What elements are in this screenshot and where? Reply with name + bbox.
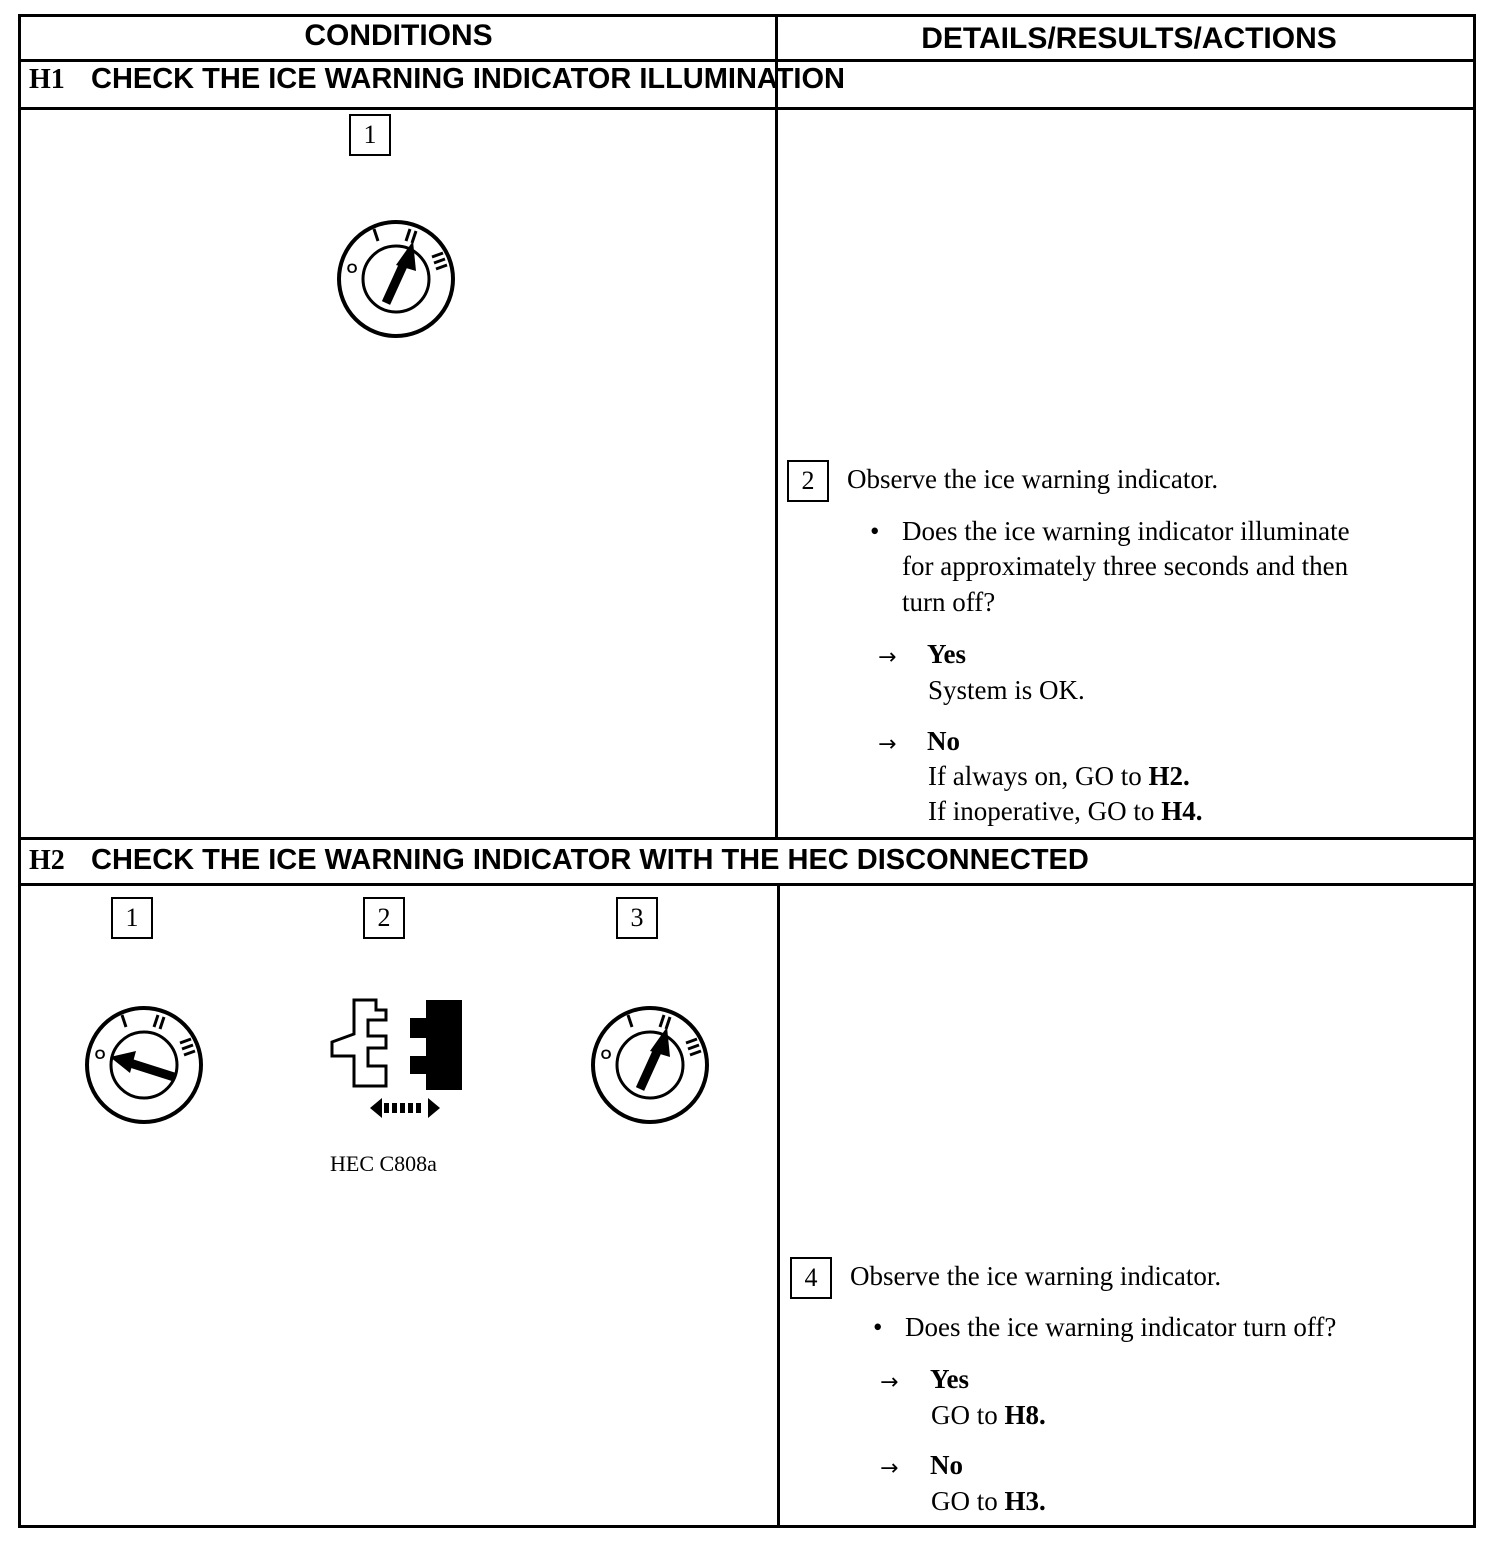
h1-no-arrow: →	[878, 732, 897, 757]
ignition-key-switch-off-icon	[84, 1006, 204, 1124]
column-divider-top	[775, 17, 778, 837]
h2-yes-label: Yes	[930, 1364, 969, 1394]
connector-label: HEC C808a	[330, 1151, 437, 1176]
h1-yes-arrow: →	[878, 645, 897, 670]
h1-condition-step-1: 1	[349, 114, 391, 156]
divider-header	[21, 59, 1473, 62]
section-h2-title	[29, 844, 1089, 877]
svg-text:O: O	[346, 260, 358, 276]
svg-text:O: O	[94, 1046, 106, 1062]
h2-no-arrow: →	[880, 1456, 899, 1481]
section-h1-text: CHECK THE ICE WARNING INDICATOR ILLUMINATION	[91, 63, 845, 95]
divider-h2-title	[21, 883, 1473, 886]
section-h2-id: H2	[29, 845, 65, 876]
h1-detail-step-2: 2	[787, 460, 829, 502]
electrical-connector-icon	[324, 996, 466, 1126]
column-divider-bottom	[777, 883, 780, 1528]
h1-question-line-2: for approximately three seconds and then	[902, 551, 1349, 581]
h2-yes-text: GO to	[931, 1400, 1005, 1430]
h2-no-label: No	[930, 1450, 963, 1480]
h2-condition-step-1: 1	[111, 897, 153, 939]
col-header-conditions: CONDITIONS	[304, 19, 493, 52]
h2-yes-arrow: →	[880, 1370, 899, 1395]
h2-condition-step-3: 3	[616, 897, 658, 939]
h1-instruction: Observe the ice warning indicator.	[847, 464, 1219, 494]
h1-yes-label: Yes	[927, 639, 966, 669]
h1-no-line-2	[928, 796, 1202, 827]
h1-no-line-1-text: If always on, GO to	[928, 761, 1149, 791]
h1-no-line-1	[928, 761, 1190, 792]
divider-h1-end	[21, 837, 1473, 840]
h1-no-line-2-text: If inoperative, GO to	[928, 796, 1162, 826]
ignition-key-switch-icon	[336, 220, 456, 338]
h2-question-bullet: •	[873, 1312, 883, 1342]
h1-yes-text: System is OK.	[928, 675, 1085, 705]
h1-no-label: No	[927, 726, 960, 756]
h2-instruction: Observe the ice warning indicator.	[850, 1261, 1222, 1291]
h2-question: Does the ice warning indicator turn off?	[905, 1312, 1337, 1342]
h1-question-line-1: Does the ice warning indicator illuminate	[902, 516, 1350, 546]
section-h2-text: CHECK THE ICE WARNING INDICATOR WITH THE HEC DISCONNECTED	[91, 844, 1089, 876]
h2-detail-step-4: 4	[790, 1257, 832, 1299]
diagnostic-table	[18, 14, 1476, 1528]
section-h1-id: H1	[29, 64, 65, 95]
h2-no-ref-h3[interactable]: H3.	[1004, 1486, 1046, 1516]
h1-no-ref-h4[interactable]: H4.	[1161, 796, 1203, 826]
divider-h1-title	[21, 107, 1473, 110]
col-header-details: DETAILS/RESULTS/ACTIONS	[921, 22, 1337, 55]
h2-no-text: GO to	[931, 1486, 1005, 1516]
ignition-key-switch-run-icon	[590, 1006, 710, 1124]
h2-yes-ref-h8[interactable]: H8.	[1004, 1400, 1046, 1430]
h1-question-line-3: turn off?	[902, 587, 996, 617]
section-h1-title	[29, 63, 845, 96]
h2-condition-step-2: 2	[363, 897, 405, 939]
h2-yes-line	[931, 1400, 1046, 1431]
h2-no-line	[931, 1486, 1046, 1517]
svg-text:O: O	[600, 1046, 612, 1062]
h1-no-ref-h2[interactable]: H2.	[1148, 761, 1190, 791]
h1-question-bullet: •	[870, 516, 880, 546]
